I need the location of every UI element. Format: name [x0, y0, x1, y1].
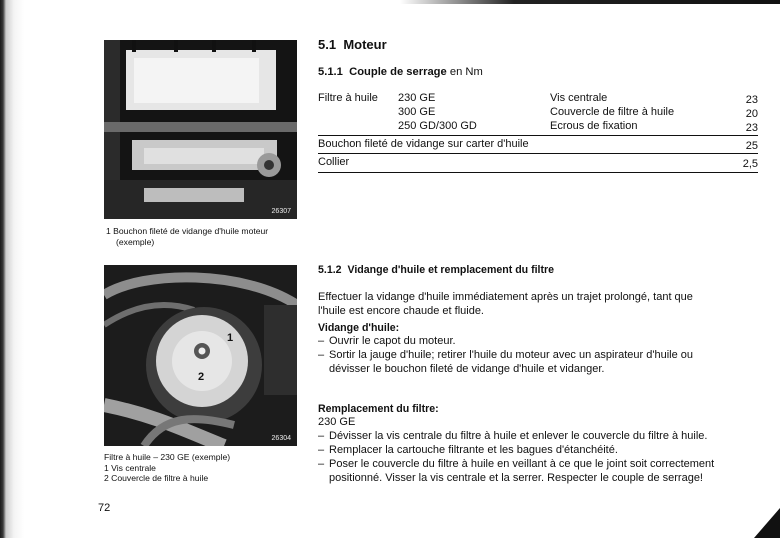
- step-line: Poser le couvercle du filtre à huile en veillant à ce que le joint soit correctement: [329, 458, 715, 470]
- subsection-unit: en Nm: [449, 66, 483, 78]
- step-line: Dévisser la vis centrale du filtre à huile et enlever le couvercle du filtre à huile.: [329, 430, 708, 442]
- photo-reference-number: 26304: [271, 435, 291, 442]
- section-title: Moteur: [343, 37, 387, 52]
- table-row-name: Bouchon fileté de vidange sur carter d'huile: [318, 138, 529, 150]
- table-item-name: Vis centrale: [550, 92, 608, 104]
- dash-bullet: –: [318, 458, 325, 470]
- table-item-value: 23: [745, 94, 758, 106]
- step-line: Ouvrir le capot du moteur.: [329, 335, 456, 347]
- figure2-caption: [104, 452, 230, 484]
- filter-change-model: 230 GE: [318, 416, 356, 428]
- filter-change-step: [318, 458, 714, 485]
- table-item-value: 20: [745, 108, 758, 120]
- caption-line: (exemple): [116, 236, 155, 247]
- oil-change-step: [318, 349, 693, 376]
- figure1-caption: [106, 226, 268, 247]
- table-item-value: 23: [745, 122, 758, 134]
- table-divider: [318, 172, 758, 173]
- table-model: 250 GD/300 GD: [398, 120, 477, 132]
- oil-change-heading: Vidange d'huile:: [318, 322, 400, 334]
- section-number: 5.1: [318, 37, 337, 52]
- caption-line: Filtre à huile – 230 GE (exemple): [104, 452, 231, 462]
- table-model: 300 GE: [398, 106, 436, 118]
- table-divider: [318, 135, 758, 136]
- table-row-value: 2,5: [742, 158, 758, 170]
- oil-change-step: [318, 335, 456, 349]
- filter-change-heading: Remplacement du filtre:: [318, 403, 439, 415]
- engine-oil-drain-photo: [104, 40, 297, 219]
- caption-line: 2 Couvercle de filtre à huile: [104, 473, 209, 483]
- table-row-name: Collier: [318, 156, 350, 168]
- step-line: Sortir la jauge d'huile; retirer l'huile du moteur avec un aspirateur d'huile ou: [329, 349, 694, 361]
- step-line: positionné. Visser la vis centrale et la serrer. Respecter le couple de serrage!: [329, 471, 703, 484]
- photo-reference-number: 26307: [271, 208, 291, 215]
- page-corner-shadow: [754, 508, 780, 538]
- subsection-heading-oil-change: [318, 264, 554, 276]
- scan-edge-top: [400, 0, 780, 4]
- dash-bullet: –: [318, 335, 325, 347]
- step-line: Remplacer la cartouche filtrante et les bagues d'étanchéité.: [329, 444, 618, 456]
- intro-paragraph: [318, 291, 693, 318]
- subsection-number: 5.1.2: [318, 264, 342, 276]
- dash-bullet: –: [318, 430, 325, 442]
- dash-bullet: –: [318, 349, 325, 361]
- subsection-heading-torque: [318, 66, 483, 78]
- caption-line: 1 Vis centrale: [104, 462, 156, 473]
- filter-change-step: [318, 430, 707, 444]
- torque-table: [318, 92, 758, 177]
- section-heading: [318, 37, 387, 52]
- table-item-name: Couvercle de filtre à huile: [550, 106, 675, 118]
- paragraph-line: l'huile est encore chaude et fluide.: [318, 304, 484, 317]
- subsection-number: 5.1.1: [318, 66, 343, 78]
- table-model: 230 GE: [398, 92, 436, 104]
- table-item-name: Ecrous de fixation: [550, 120, 638, 132]
- filter-change-step: [318, 444, 618, 458]
- callout-number: 2: [198, 371, 205, 383]
- subsection-title: Vidange d'huile et remplacement du filtre: [347, 264, 555, 276]
- subsection-title: Couple de serrage: [349, 66, 447, 78]
- table-group-label: Filtre à huile: [318, 92, 378, 104]
- page-number: 72: [98, 502, 111, 514]
- table-row-value: 25: [745, 140, 758, 152]
- paragraph-line: Effectuer la vidange d'huile immédiatement après un trajet prolongé, tant que: [318, 291, 693, 303]
- callout-number: 1: [227, 332, 234, 344]
- step-line: dévisser le bouchon fileté de vidange d'huile et vidanger.: [329, 362, 605, 375]
- book-binding-shadow: [0, 0, 40, 538]
- table-divider: [318, 153, 758, 154]
- oil-filter-photo: [104, 265, 297, 446]
- dash-bullet: –: [318, 444, 325, 456]
- caption-line: 1 Bouchon fileté de vidange d'huile moteur: [106, 226, 269, 236]
